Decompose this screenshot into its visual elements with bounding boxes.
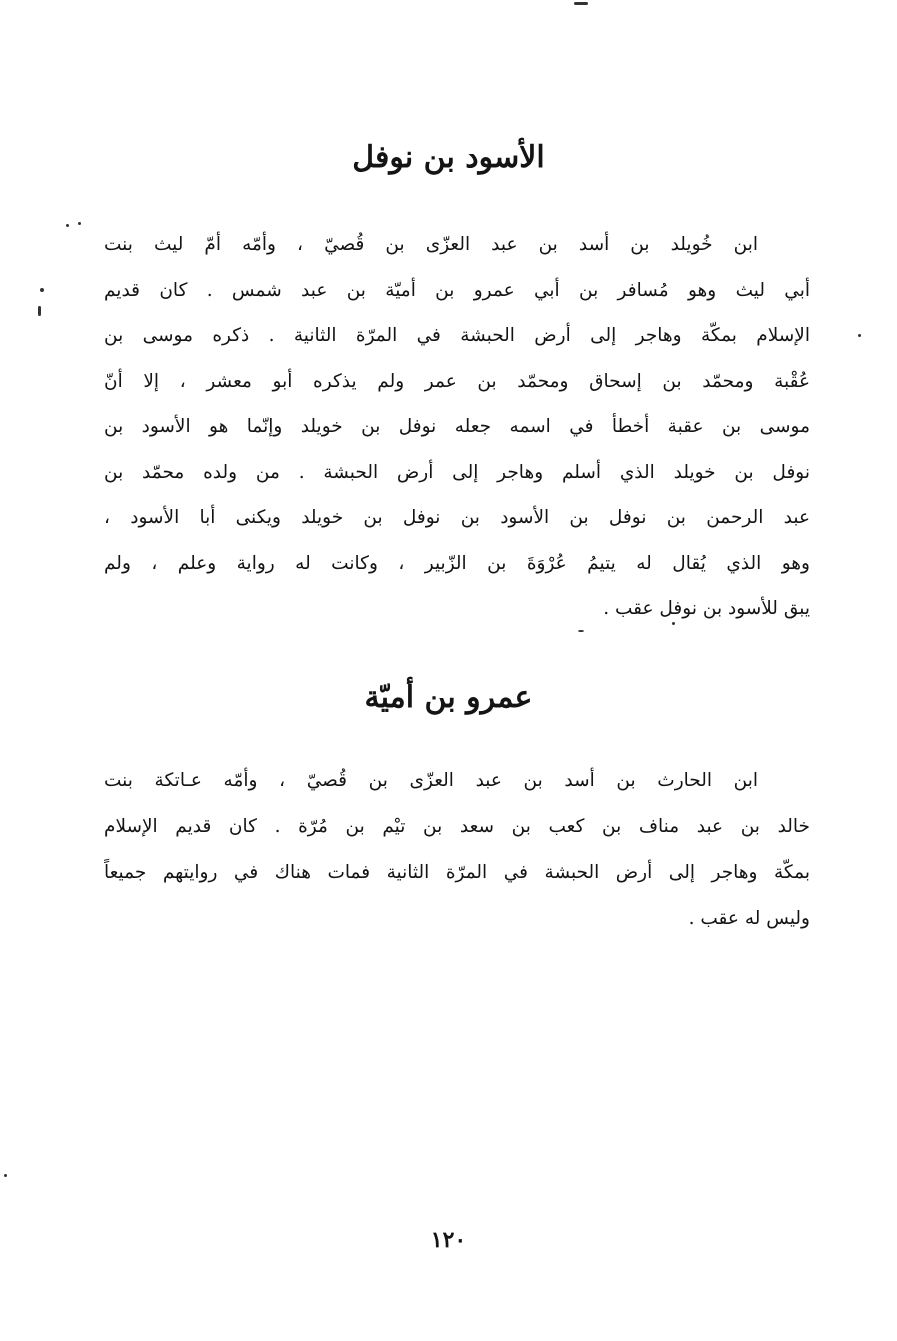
paragraph-line: نوفل بن خويلد الذي أسلم وهاجر إلى أرض الحبشة . من ولده محمّد بن bbox=[104, 461, 810, 483]
paragraph-line: ابن الحارث بن أسد بن عبد العزّى بن قُصيّ ، وأمّه عـاتكة بنت bbox=[104, 770, 758, 791]
paragraph-line: ابن خُويلد بن أسد بن عبد العزّى بن قُصيّ ، وأمّه أمّ ليث بنت bbox=[104, 234, 758, 255]
entry-paragraph bbox=[104, 222, 810, 632]
paragraph-line: بمكّة وهاجر إلى أرض الحبشة في المرّة الثانية فمات هناك في روايتهم جميعاً bbox=[104, 862, 810, 883]
scan-speck bbox=[40, 288, 44, 292]
paragraph-line: يبق للأسود بن نوفل عقب . bbox=[603, 598, 810, 619]
paragraph-line: عبد الرحمن بن نوفل بن الأسود بن نوفل بن خويلد ويكنى أبا الأسود ، bbox=[104, 507, 810, 528]
paragraph-line: الإسلام بمكّة وهاجر إلى أرض الحبشة في المرّة الثانية . ذكره موسى بن bbox=[104, 325, 810, 346]
scan-speck bbox=[858, 334, 861, 337]
scan-speck bbox=[578, 630, 584, 632]
entry-title: عمرو بن أميّة bbox=[364, 680, 533, 715]
page-number: ١٢٠ bbox=[430, 1227, 467, 1253]
entry-paragraph bbox=[104, 758, 810, 942]
scan-speck bbox=[78, 222, 81, 225]
paragraph-line: خالد بن عبد مناف بن كعب بن سعد بن تيْم بن مُرّة . كان قديم الإسلام bbox=[104, 816, 810, 837]
scan-speck bbox=[38, 306, 41, 316]
paragraph-line: وليس له عقب . bbox=[688, 908, 810, 929]
entry-title: الأسود بن نوفل bbox=[352, 140, 545, 175]
paragraph-line: أبي ليث وهو مُسافر بن أبي عمرو بن أميّة بن عبد شمس . كان قديم bbox=[104, 279, 810, 301]
scan-speck bbox=[574, 2, 588, 5]
paragraph-line: موسى بن عقبة أخطأ في اسمه جعله نوفل بن خويلد وإنّما هو الأسود بن bbox=[104, 416, 810, 437]
scan-speck bbox=[672, 622, 675, 625]
paragraph-line: وهو الذي يُقال له يتيمُ عُرْوَةَ بن الزّبير ، وكانت له رواية وعلم ، ولم bbox=[104, 552, 810, 574]
scan-speck bbox=[4, 1174, 7, 1177]
scan-speck bbox=[66, 224, 69, 227]
paragraph-line: عُقْبة ومحمّد بن إسحاق ومحمّد بن عمر ولم يذكره أبو معشر ، إلا أنّ bbox=[104, 370, 810, 392]
